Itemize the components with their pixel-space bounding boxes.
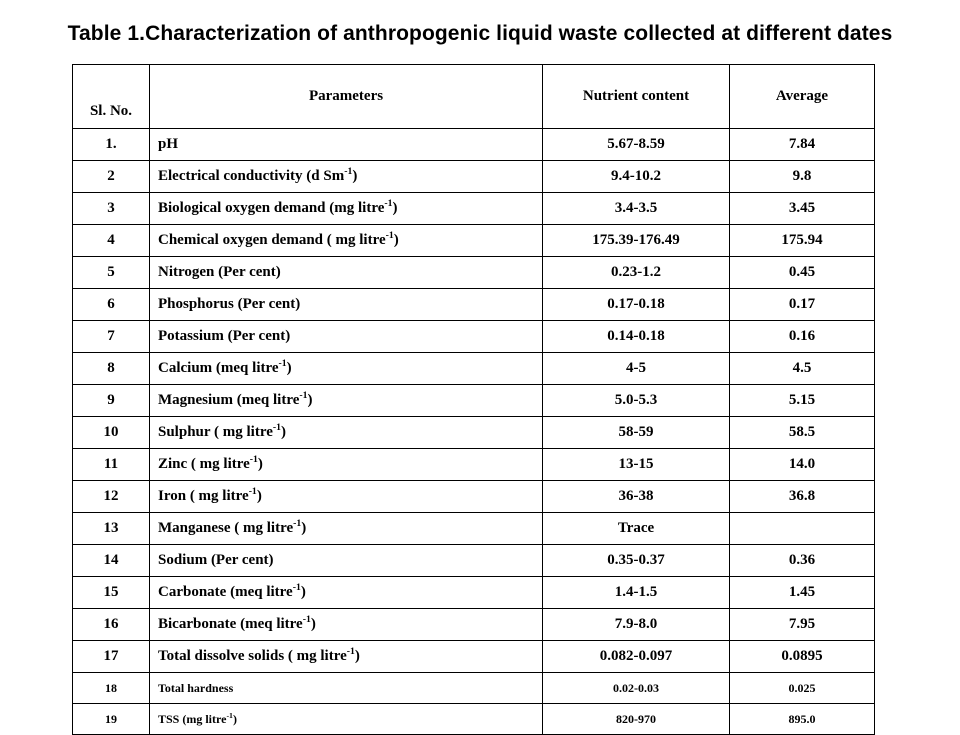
average-cell: 0.45 (730, 257, 875, 289)
header-average: Average (730, 65, 875, 129)
table-row (73, 609, 875, 641)
sl-no-cell: 12 (73, 481, 150, 513)
table-row (73, 513, 875, 545)
nutrient-content-cell: 0.02-0.03 (543, 673, 730, 704)
unit-exponent: -1 (346, 646, 355, 657)
unit-exponent: -1 (272, 422, 282, 433)
unit-exponent: -1 (385, 230, 394, 241)
average-cell: 1.45 (730, 577, 875, 609)
parameter-cell (150, 289, 543, 321)
sl-no-cell: 4 (73, 225, 150, 257)
parameter-cell (150, 481, 543, 513)
sl-no-cell: 7 (73, 321, 150, 353)
parameter-cell (150, 545, 543, 577)
nutrient-content-cell: 4-5 (543, 353, 730, 385)
average-cell: 0.17 (730, 289, 875, 321)
table-row (73, 481, 875, 513)
parameter-suffix: ) (307, 392, 313, 408)
table-body (73, 129, 875, 735)
table-row (73, 449, 875, 481)
nutrient-content-cell: 1.4-1.5 (543, 577, 730, 609)
unit-exponent: -1 (248, 486, 257, 497)
unit-exponent: -1 (293, 518, 302, 529)
parameter-name: TSS (mg litre (158, 711, 227, 726)
parameter-cell (150, 353, 543, 385)
nutrient-content-cell: 3.4-3.5 (543, 193, 730, 225)
parameter-suffix: ) (286, 360, 292, 376)
parameter-name: Nitrogen (Per cent) (158, 264, 281, 280)
nutrient-content-cell: 36-38 (543, 481, 730, 513)
sl-no-cell: 19 (73, 704, 150, 735)
unit-exponent: -1 (344, 166, 353, 177)
parameter-suffix: ) (300, 584, 306, 600)
nutrient-content-cell: 7.9-8.0 (543, 609, 730, 641)
sl-no-cell: 13 (73, 513, 150, 545)
parameter-cell (150, 225, 543, 257)
parameter-name: pH (158, 136, 179, 152)
table-row (73, 641, 875, 673)
nutrient-content-cell: 820-970 (543, 704, 730, 735)
nutrient-content-cell: Trace (543, 513, 730, 545)
parameter-suffix: ) (310, 616, 316, 632)
header-nutrient-content: Nutrient content (543, 65, 730, 129)
average-cell: 4.5 (730, 353, 875, 385)
sl-no-cell: 3 (73, 193, 150, 225)
parameter-name: Chemical oxygen demand ( mg litre (158, 232, 386, 248)
table-row (73, 161, 875, 193)
sl-no-cell: 14 (73, 545, 150, 577)
nutrient-content-cell: 58-59 (543, 417, 730, 449)
parameter-suffix: ) (281, 424, 287, 440)
unit-exponent: -1 (226, 710, 233, 720)
parameter-name: Zinc ( mg litre (158, 456, 250, 472)
average-cell: 0.16 (730, 321, 875, 353)
header-sl-no: Sl. No. (73, 65, 150, 129)
characterization-table (72, 64, 875, 735)
parameter-name: Manganese ( mg litre (158, 520, 294, 536)
nutrient-content-cell: 13-15 (543, 449, 730, 481)
parameter-cell (150, 609, 543, 641)
nutrient-content-cell: 5.0-5.3 (543, 385, 730, 417)
nutrient-content-cell: 5.67-8.59 (543, 129, 730, 161)
parameter-cell (150, 417, 543, 449)
parameter-cell (150, 641, 543, 673)
unit-exponent: -1 (302, 614, 311, 625)
table-row (73, 704, 875, 735)
sl-no-cell: 5 (73, 257, 150, 289)
table-title: Table 1.Characterization of anthropogenic liquid waste collected at different dates (67, 22, 893, 45)
parameter-name: Iron ( mg litre (158, 488, 249, 504)
parameter-cell (150, 193, 543, 225)
parameter-suffix: ) (256, 488, 262, 504)
sl-no-cell: 11 (73, 449, 150, 481)
header-row (73, 65, 875, 129)
parameter-name: Total dissolve solids ( mg litre (158, 648, 347, 664)
parameter-suffix: ) (392, 200, 398, 216)
parameter-name: Sulphur ( mg litre (158, 424, 273, 440)
average-cell: 36.8 (730, 481, 875, 513)
parameter-suffix: ) (352, 168, 358, 184)
nutrient-content-cell: 0.14-0.18 (543, 321, 730, 353)
parameter-suffix: ) (257, 456, 263, 472)
parameter-cell (150, 577, 543, 609)
table-row (73, 193, 875, 225)
parameter-name: Bicarbonate (meq litre (158, 616, 303, 632)
parameter-name: Potassium (Per cent) (158, 328, 291, 344)
average-cell: 0.025 (730, 673, 875, 704)
average-cell: 0.0895 (730, 641, 875, 673)
average-cell (730, 513, 875, 545)
nutrient-content-cell: 0.23-1.2 (543, 257, 730, 289)
sl-no-cell: 8 (73, 353, 150, 385)
sl-no-cell: 6 (73, 289, 150, 321)
parameter-cell (150, 673, 543, 704)
parameter-cell (150, 449, 543, 481)
table-row (73, 321, 875, 353)
parameter-name: Sodium (Per cent) (158, 552, 274, 568)
parameter-cell (150, 704, 543, 735)
unit-exponent: -1 (384, 198, 393, 209)
table-row (73, 353, 875, 385)
average-cell: 7.84 (730, 129, 875, 161)
sl-no-cell: 16 (73, 609, 150, 641)
parameter-name: Magnesium (meq litre (158, 392, 300, 408)
unit-exponent: -1 (292, 582, 301, 593)
parameter-suffix: ) (393, 232, 399, 248)
average-cell: 3.45 (730, 193, 875, 225)
sl-no-cell: 15 (73, 577, 150, 609)
sl-no-cell: 2 (73, 161, 150, 193)
parameter-name: Biological oxygen demand (mg litre (158, 200, 385, 216)
average-cell: 5.15 (730, 385, 875, 417)
parameter-suffix: ) (232, 711, 237, 726)
parameter-cell (150, 161, 543, 193)
nutrient-content-cell: 0.17-0.18 (543, 289, 730, 321)
sl-no-cell: 9 (73, 385, 150, 417)
table-row (73, 225, 875, 257)
table-row (73, 417, 875, 449)
nutrient-content-cell: 0.082-0.097 (543, 641, 730, 673)
average-cell: 7.95 (730, 609, 875, 641)
parameter-cell (150, 321, 543, 353)
parameter-name: Calcium (meq litre (158, 360, 279, 376)
table-row (73, 129, 875, 161)
unit-exponent: -1 (278, 358, 287, 369)
unit-exponent: -1 (249, 454, 258, 465)
table-row (73, 385, 875, 417)
parameter-suffix: ) (301, 520, 307, 536)
average-cell: 175.94 (730, 225, 875, 257)
table-row (73, 577, 875, 609)
sl-no-cell: 1. (73, 129, 150, 161)
sl-no-cell: 10 (73, 417, 150, 449)
parameter-name: Phosphorus (Per cent) (158, 296, 301, 312)
header-parameters: Parameters (150, 65, 543, 129)
table-row (73, 257, 875, 289)
unit-exponent: -1 (299, 390, 308, 401)
parameter-suffix: ) (354, 648, 360, 664)
average-cell: 9.8 (730, 161, 875, 193)
average-cell: 0.36 (730, 545, 875, 577)
average-cell: 58.5 (730, 417, 875, 449)
parameter-cell (150, 513, 543, 545)
average-cell: 895.0 (730, 704, 875, 735)
parameter-name: Carbonate (meq litre (158, 584, 293, 600)
table-row (73, 289, 875, 321)
sl-no-cell: 17 (73, 641, 150, 673)
table-row (73, 545, 875, 577)
parameter-name: Electrical conductivity (d Sm (158, 168, 345, 184)
nutrient-content-cell: 0.35-0.37 (543, 545, 730, 577)
nutrient-content-cell: 9.4-10.2 (543, 161, 730, 193)
parameter-name: Total hardness (158, 680, 234, 695)
parameter-cell (150, 257, 543, 289)
table-row (73, 673, 875, 704)
parameter-cell (150, 385, 543, 417)
nutrient-content-cell: 175.39-176.49 (543, 225, 730, 257)
parameter-cell (150, 129, 543, 161)
average-cell: 14.0 (730, 449, 875, 481)
sl-no-cell: 18 (73, 673, 150, 704)
